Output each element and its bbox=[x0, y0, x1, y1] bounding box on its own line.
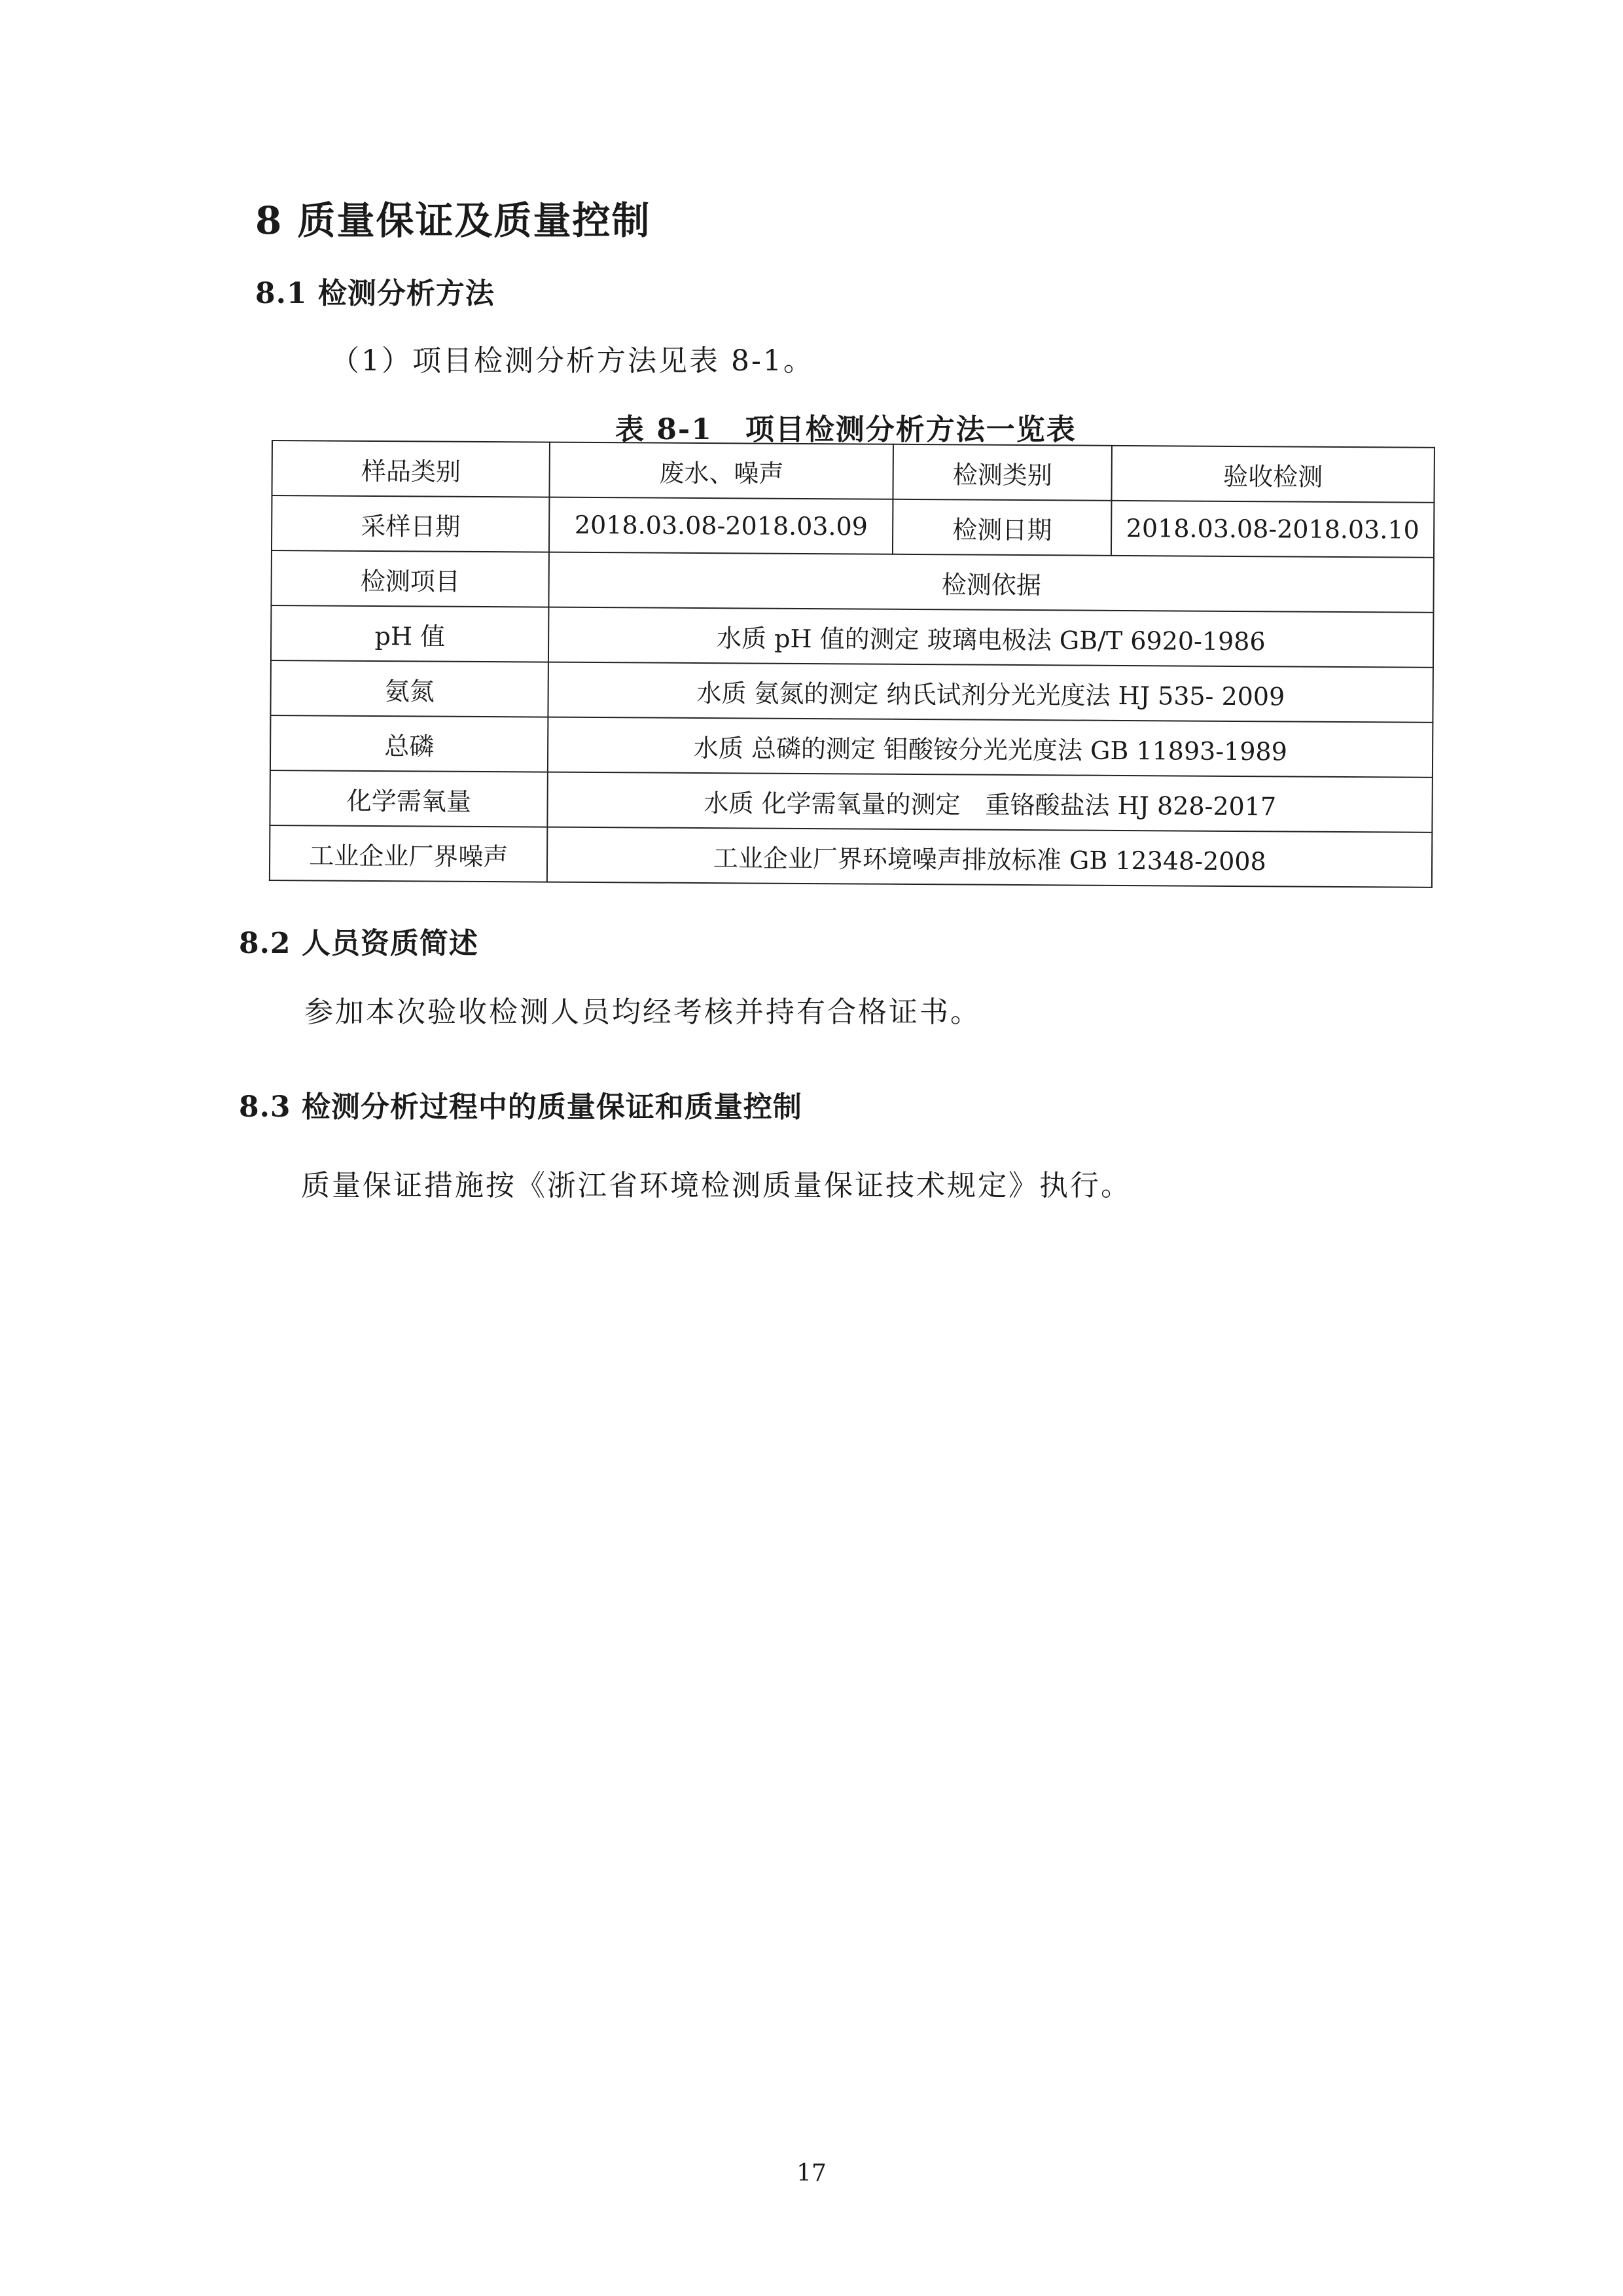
row-item: pH 值 bbox=[271, 605, 549, 662]
qa-paragraph: 质量保证措施按《浙江省环境检测质量保证技术规定》执行。 bbox=[301, 1169, 1132, 1202]
table-row bbox=[270, 715, 1433, 778]
column-header-basis: 检测依据 bbox=[549, 552, 1434, 613]
column-header-item: 检测项目 bbox=[271, 550, 549, 607]
table-header-row bbox=[271, 550, 1433, 613]
table-row bbox=[272, 440, 1434, 503]
test-date-value: 2018.03.08-2018.03.10 bbox=[1111, 501, 1434, 558]
row-basis: 工业企业厂界环境噪声排放标准 GB 12348-2008 bbox=[547, 827, 1432, 888]
intro-paragraph: （1）项目检测分析方法见表 8-1。 bbox=[330, 344, 814, 378]
personnel-paragraph: 参加本次验收检测人员均经考核并持有合格证书。 bbox=[304, 996, 981, 1029]
subsection-heading-8-1: 8.1 检测分析方法 bbox=[255, 277, 495, 310]
sample-type-value: 废水、噪声 bbox=[550, 442, 893, 499]
row-item: 化学需氧量 bbox=[270, 770, 548, 827]
row-basis: 水质 总磷的测定 钼酸铵分光光度法 GB 11893-1989 bbox=[548, 717, 1433, 778]
sampling-date-value: 2018.03.08-2018.03.09 bbox=[549, 497, 893, 554]
table-row bbox=[270, 660, 1433, 723]
section-title: 8 质量保证及质量控制 bbox=[255, 198, 651, 243]
test-date-label: 检测日期 bbox=[893, 499, 1112, 556]
test-type-value: 验收检测 bbox=[1112, 446, 1435, 503]
test-type-label: 检测类别 bbox=[893, 444, 1113, 501]
row-item: 总磷 bbox=[270, 715, 548, 772]
table-caption bbox=[615, 406, 1077, 448]
table-number: 表 8-1 bbox=[615, 413, 713, 446]
table-row bbox=[271, 605, 1433, 668]
sampling-date-label: 采样日期 bbox=[272, 495, 550, 552]
sample-type-label: 样品类别 bbox=[272, 440, 550, 497]
table-row bbox=[272, 495, 1434, 558]
row-basis: 水质 氨氮的测定 纳氏试剂分光光度法 HJ 535- 2009 bbox=[548, 662, 1433, 723]
row-item: 工业企业厂界噪声 bbox=[270, 825, 548, 882]
subsection-heading-8-3: 8.3 检测分析过程中的质量保证和质量控制 bbox=[239, 1090, 802, 1124]
subsection-heading-8-2: 8.2 人员资质简述 bbox=[239, 927, 478, 960]
page-number: 17 bbox=[796, 2160, 827, 2187]
row-basis: 水质 化学需氧量的测定 重铬酸盐法 HJ 828-2017 bbox=[548, 772, 1433, 833]
table-title: 项目检测分析方法一览表 bbox=[745, 413, 1077, 446]
table-row bbox=[270, 770, 1432, 833]
methods-table bbox=[269, 440, 1435, 888]
row-item: 氨氮 bbox=[270, 660, 548, 717]
table-row bbox=[270, 825, 1432, 888]
row-basis: 水质 pH 值的测定 玻璃电极法 GB/T 6920-1986 bbox=[548, 607, 1433, 668]
